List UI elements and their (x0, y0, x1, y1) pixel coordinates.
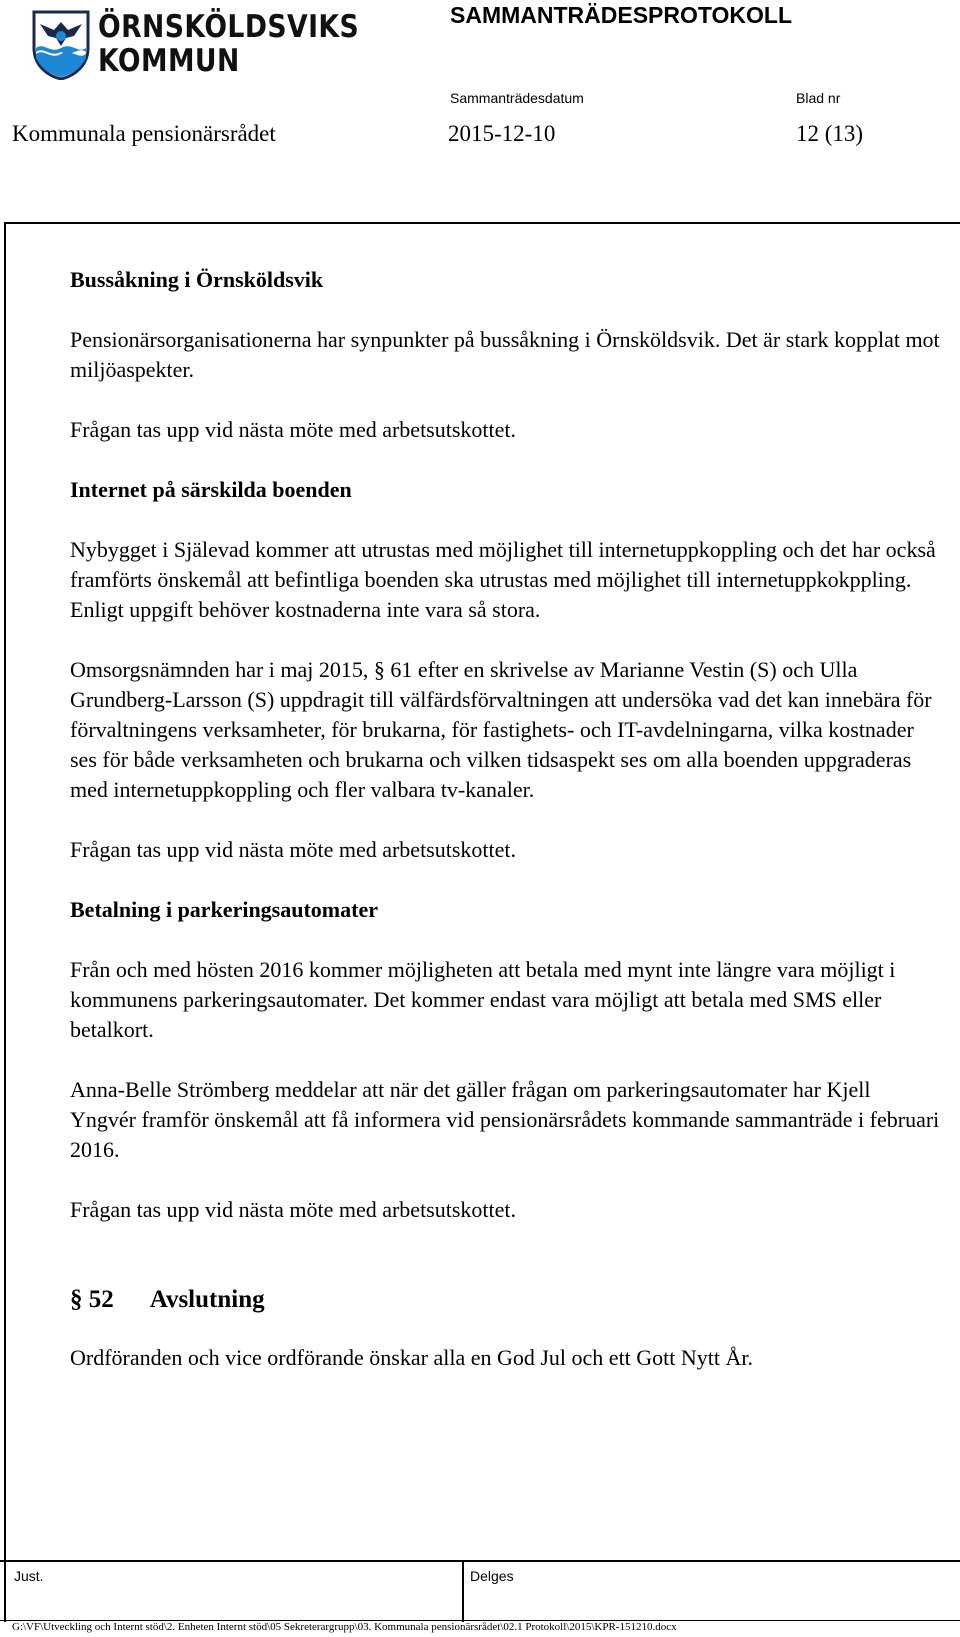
municipality-logo (30, 8, 360, 80)
body-name: Kommunala pensionärsrådet (12, 121, 276, 146)
document-type: SAMMANTRÄDESPROTOKOLL (450, 2, 793, 28)
minutes-content (70, 265, 940, 1373)
internet-paragraph-3: Frågan tas upp vid nästa möte med arbetsutskottet. (70, 837, 517, 862)
internet-paragraph-2: Omsorgsnämnden har i maj 2015, § 61 efter en skrivelse av Marianne Vestin (S) och Ulla Grundberg-Larsson (S) uppdragit till välfärdsförvaltningen att undersöka vad det kan innebära för förvaltningens verksamheter, för brukarna, för fastighets- och IT-avdelningarna, vilka kostnader ses för både verksamheten och brukarna och vilken tidsaspekt ses om alla boenden uppgraderas med internetuppkoppling och fler valbara tv-kanaler. (70, 657, 932, 802)
date-label: Sammanträdesdatum (450, 90, 584, 106)
heading-parking: Betalning i parkeringsautomater (70, 897, 378, 922)
section-number: § 52 (70, 1286, 114, 1313)
meeting-date: 2015-12-10 (448, 121, 556, 146)
just-box (4, 1562, 464, 1622)
closing-paragraph: Ordföranden och vice ordförande önskar alla en God Jul och ett Gott Nytt År. (70, 1345, 754, 1370)
parking-paragraph-3: Frågan tas upp vid nästa möte med arbetsutskottet. (70, 1197, 517, 1222)
heading-internet: Internet på särskilda boenden (70, 477, 352, 502)
just-label: Just. (14, 1568, 44, 1584)
logo-line-1: ÖRNSKÖLDSVIKS (98, 9, 360, 45)
parking-paragraph-1: Från och med hösten 2016 kommer möjligheten att betala med mynt inte längre vara möjligt i kommunens parkeringsautomater. Det kommer endast vara möjligt att betala med SMS eller betalkort. (70, 957, 896, 1042)
heading-bus: Bussåkning i Örnsköldsvik (70, 267, 324, 292)
section-title: Avslutning (149, 1286, 265, 1313)
logo-wordmark (98, 10, 359, 78)
file-path: G:\VF\Utveckling och Internt stöd\2. Enheten Internt stöd\05 Sekreterargrupp\03. Kommunala pensionärsrådet\02.1 Protokoll\2015\KPR-151210.docx (12, 1621, 677, 1633)
coat-of-arms-icon (30, 8, 92, 80)
parking-paragraph-2: Anna-Belle Strömberg meddelar att när det gäller frågan om parkeringsautomater har Kjell Yngvér framför önskemål att få informera vid pensionärsrådets kommande sammanträde i februari 2016. (70, 1077, 940, 1162)
delges-label: Delges (470, 1568, 514, 1584)
bus-paragraph-1: Pensionärsorganisationerna har synpunkter på bussåkning i Örnsköldsvik. Det är stark kopplat mot miljöaspekter. (70, 327, 940, 382)
logo-line-2: KOMMUN (98, 43, 240, 79)
bus-paragraph-2: Frågan tas upp vid nästa möte med arbetsutskottet. (70, 417, 517, 442)
page-label: Blad nr (796, 90, 841, 106)
page-number: 12 (13) (796, 121, 864, 146)
internet-paragraph-1: Nybygget i Själevad kommer att utrustas med möjlighet till internetuppkoppling och det har också framförts önskemål att befintliga boenden ska utrustas med möjlighet till internetuppkokppling. Enligt uppgift behöver kostnaderna inte vara så stora. (70, 537, 936, 622)
section-heading-closing (70, 1285, 940, 1315)
